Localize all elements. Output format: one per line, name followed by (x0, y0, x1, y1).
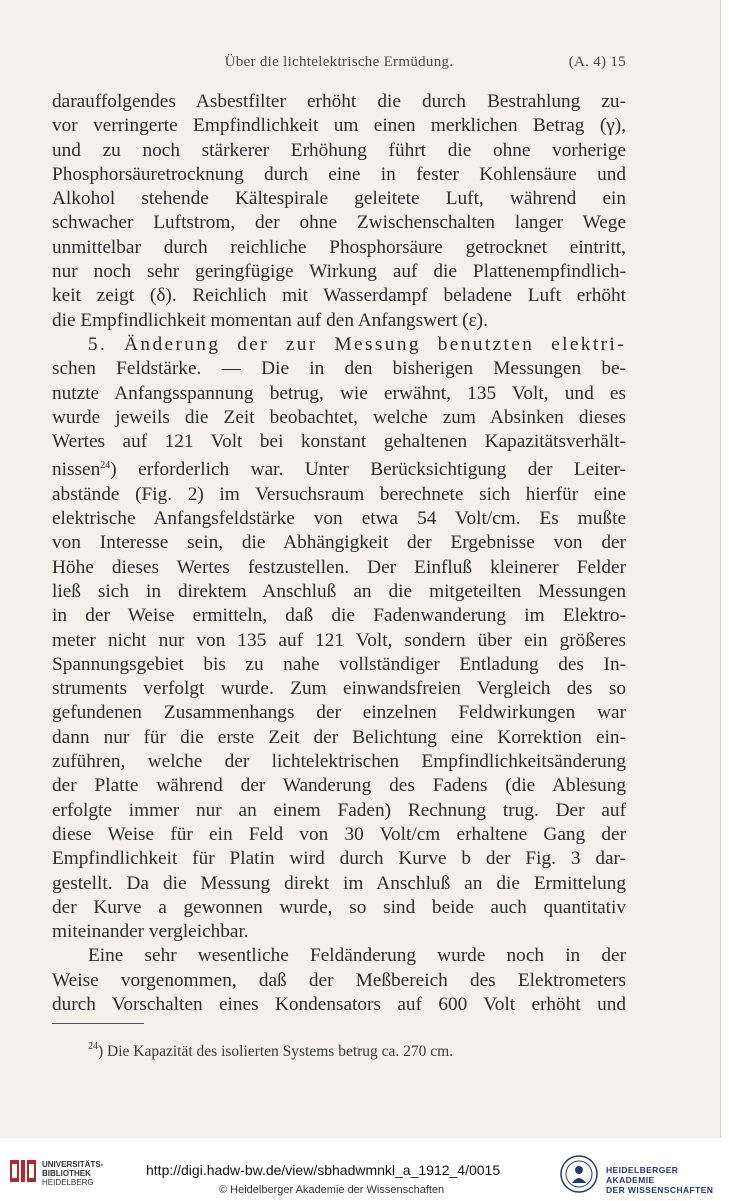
text-line: Weise vorgenommen, daß der Meßbereich des Elektrometers (52, 969, 626, 991)
text-line: gefundenen Zusammenhangs der einzelnen Feldwirkungen war (52, 702, 626, 724)
academy-name (606, 1165, 729, 1195)
permalink-url[interactable]: http://digi.hadw-bw.de/view/sbhadwmnkl_a_1912_4/0015 (146, 1162, 501, 1178)
page-header (52, 54, 626, 76)
academy-seal-icon (560, 1155, 598, 1193)
library-city: HEIDELBERG (42, 1178, 94, 1187)
text-line: dann nur für die erste Zeit der Belichtung eine Korrektion ein- (52, 726, 626, 748)
text-line: miteinander vergleichbar. (52, 921, 249, 943)
text-line: vor verringerte Empfindlichkeit um einen merklichen Betrag (γ), (52, 115, 626, 137)
library-name-line: UNIVERSITÄTS- (42, 1160, 104, 1169)
text-line: darauffolgendes Asbestfilter erhöht die durch Bestrahlung zu- (52, 91, 626, 112)
text-line: unmittelbar durch reichliche Phosphorsäure getrocknet eintritt, (52, 236, 626, 258)
text-line: von Interesse sein, die Abhängigkeit der Ergebnisse von der (52, 532, 626, 554)
text-line: Empfindlichkeit für Platin wird durch Kurve b der Fig. 3 dar- (52, 848, 626, 870)
text-line: keit zeigt (δ). Reichlich mit Wasserdampf beladene Luft erhöht (52, 285, 626, 307)
footer-bar (0, 1138, 729, 1201)
university-library-name (42, 1160, 103, 1187)
page-number: (A. 4) 15 (568, 54, 626, 70)
text-line: abstände (Fig. 2) im Versuchsraum berechnete sich hierfür eine (52, 483, 626, 505)
library-name-line: BIBLIOTHEK (42, 1169, 91, 1178)
text-line: wurde jeweils die Zeit beobachtet, welche zum Absinken dieses (52, 406, 626, 428)
text-line: gestellt. Da die Messung direkt im Anschluß an die Ermittelung (52, 872, 626, 894)
text-line-with-footnote (52, 454, 626, 482)
footnote-marker: 24 (88, 1041, 98, 1052)
section-heading-line: 5. Änderung der zur Messung benutzten elektri- (88, 333, 626, 355)
text-fragment: ) erforderlich war. Unter Berücksichtigung der Leiter- (110, 459, 626, 481)
text-line: Eine sehr wesentliche Feldänderung wurde noch in der (88, 945, 626, 967)
footnote (88, 1041, 453, 1061)
text-line: Alkohol stehende Kältespirale geleitete Luft, während ein (52, 188, 626, 210)
body-text (52, 90, 626, 1017)
text-line: meter nicht nur von 135 auf 121 Volt, sondern über ein größeres (52, 629, 626, 651)
text-line: Spannungsgebiet bis zu nahe vollständiger Entladung des In- (52, 653, 626, 675)
text-line: die Empfindlichkeit momentan auf den Anfangswert (ε). (52, 309, 488, 331)
text-line: nur noch sehr geringfügige Wirkung auf die Plattenempfindlich- (52, 261, 626, 283)
running-title: Über die lichtelektrische Ermüdung. (224, 54, 454, 70)
text-line: der Kurve a gewonnen wurde, so sind beide auch quantitativ (52, 896, 626, 918)
text-fragment: nissen (52, 459, 101, 481)
text-line: schwacher Luftstrom, der ohne Zwischenschalten langer Wege (52, 212, 626, 234)
text-line: in der Weise ermitteln, daß die Fadenwanderung im Elektro- (52, 605, 626, 627)
text-line: zuführen, welche der lichtelektrischen Empfindlichkeitsänderung (52, 751, 626, 773)
academy-name-line: DER WISSENSCHAFTEN (606, 1185, 714, 1195)
text-line: Höhe dieses Wertes festzustellen. Der Einfluß kleinerer Felder (52, 556, 626, 578)
text-line: Phosphorsäuretrocknung durch eine in fester Kohlensäure und (52, 163, 626, 185)
footnote-text: ) Die Kapazität des isolierten Systems betrug ca. 270 cm. (98, 1043, 454, 1060)
copyright-notice: © Heidelberger Akademie der Wissenschaften (219, 1184, 445, 1196)
text-line: schen Feldstärke. — Die in den bisherigen Messungen be- (52, 358, 626, 380)
text-line: struments verfolgt wurde. Zum einwandsfreien Vergleich des so (52, 678, 626, 700)
university-library-logo-icon (8, 1156, 38, 1186)
footnote-divider (52, 1023, 144, 1024)
text-line: durch Vorschalten eines Kondensators auf 600 Volt erhöht und (52, 993, 626, 1015)
text-line: der Platte während der Wanderung des Fadens (die Ablesung (52, 775, 626, 797)
text-line: ließ sich in direktem Anschluß an die mitgeteilten Messungen (52, 580, 626, 602)
footnote-reference: 24 (100, 460, 111, 472)
text-line: nutzte Anfangsspannung betrug, wie erwähnt, 135 Volt, und es (52, 382, 626, 404)
text-line: erfolgte immer nur an einem Faden) Rechnung trug. Der auf (52, 799, 626, 821)
text-line: Wertes auf 121 Volt bei konstant gehaltenen Kapazitätsverhält- (52, 431, 626, 453)
text-line: und zu noch stärkerer Erhöhung führt die ohne vorherige (52, 139, 626, 161)
academy-name-line: HEIDELBERGER AKADEMIE (606, 1165, 679, 1185)
text-line: diese Weise für ein Feld von 30 Volt/cm erhaltene Gang der (52, 823, 626, 845)
text-line: elektrische Anfangsfeldstärke von etwa 54 Volt/cm. Es mußte (52, 508, 626, 530)
